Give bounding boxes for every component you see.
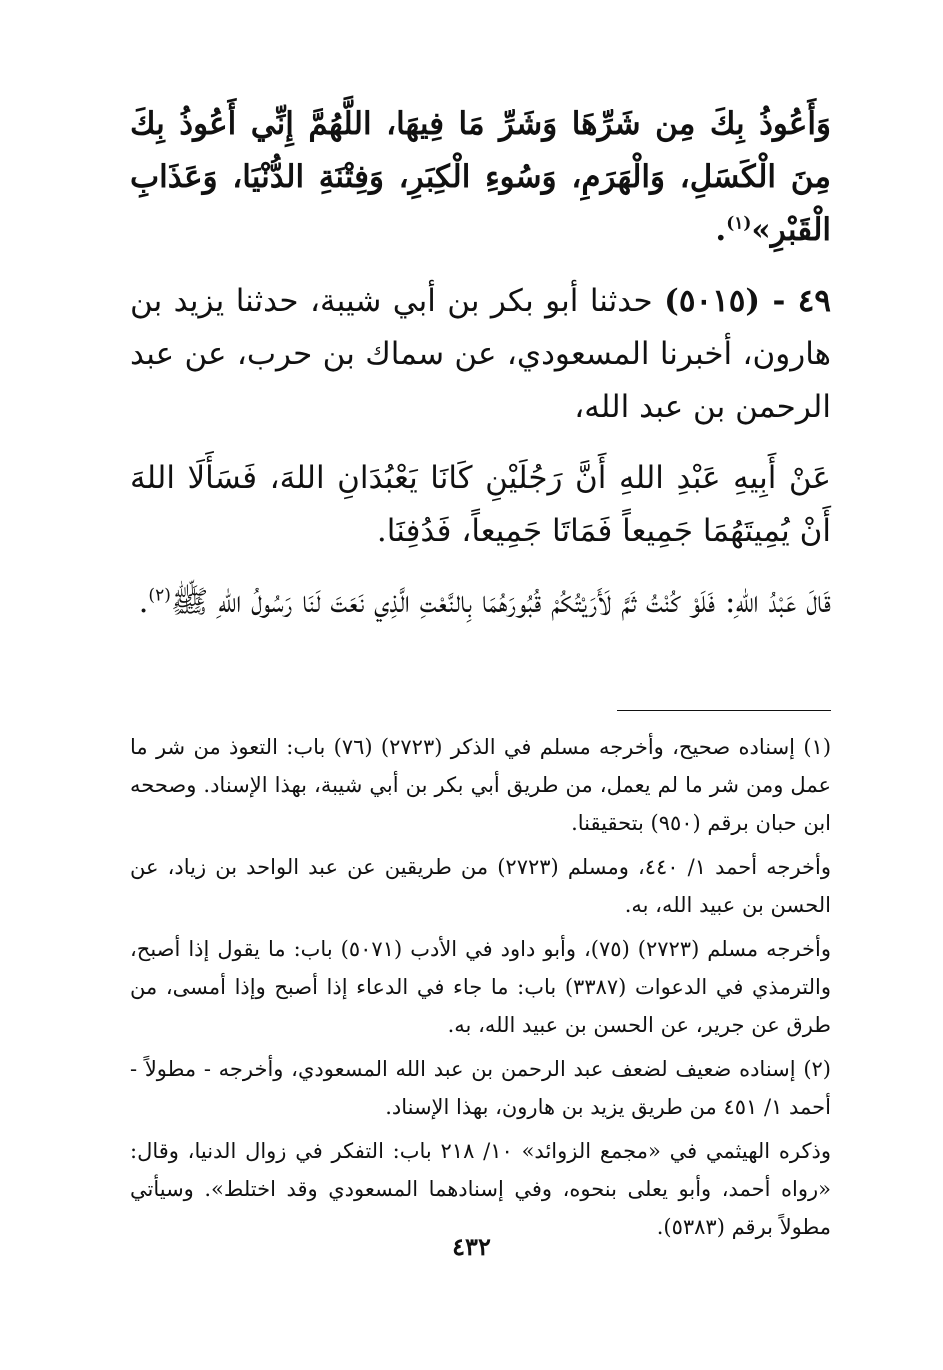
abdullah-saying-text: قَالَ عَبْدُ اللهِ: فَلَوْ كُنْتُ ثَمَّ لَأَرَيْتُكُمْ قُبُورَهُمَا بِالنَّعْتِ الَّذِي نَعَتَ لَنَا رَسُولُ اللهِ ﷺ — [170, 584, 831, 620]
hadith-ending-period: . — [715, 212, 727, 248]
footnote-separator — [617, 710, 831, 711]
matn-paragraph — [130, 452, 831, 558]
matn-text: عَنْ أَبِيهِ عَبْدِ اللهِ أَنَّ رَجُلَيْنِ كَانَا يَعْبُدَانِ اللهَ، فَسَأَلَا اللهَ أَنْ يُمِيتَهُمَا جَمِيعاً فَمَاتَا جَمِيعاً، فَدُفِنَا. — [130, 460, 831, 549]
hadith-ending-text: وَأَعُوذُ بِكَ مِن شَرِّهَا وَشَرِّ مَا فِيهَا، اللَّهُمَّ إِنِّي أَعُوذُ بِكَ مِنَ الْكَسَلِ، وَالْهَرَمِ، وَسُوءِ الْكِبَرِ، وَفِتْنَةِ الدُّنْيَا، وَعَذَابِ الْقَبْرِ» — [130, 106, 832, 248]
isnad-paragraph — [130, 275, 831, 434]
hadith-ending-paragraph — [130, 98, 831, 257]
abdullah-saying-paragraph — [130, 576, 831, 629]
main-text — [130, 98, 831, 629]
footnote-marker-2: (٢) — [148, 585, 171, 606]
isnad-text: حدثنا أبو بكر بن أبي شيبة، حدثنا يزيد بن هارون، أخبرنا المسعودي، عن سماك بن حرب، عن عبد الرحمن بن عبد الله، — [130, 283, 831, 425]
page-number: ٤٣٢ — [452, 1232, 491, 1261]
footnote-marker-1: (١) — [726, 213, 752, 234]
abdullah-saying-period: . — [138, 584, 149, 620]
footnote-1: (١) إسناده صحيح، وأخرجه مسلم في الذكر (٢٧٢٣) (٧٦) باب: التعوذ من شر ما عمل ومن شر ما لم يعمل، من طريق أبي بكر بن أبي شيبة، بهذا الإسناد. وصححه ابن حبان برقم (٩٥٠) بتحقيقنا. — [130, 735, 832, 835]
footnote-1-continued-ahmad: وأخرجه أحمد ١/ ٤٤٠، ومسلم (٢٧٢٣) من طريقين عن عبد الواحد بن زياد، عن الحسن بن عبيد الله، به. — [130, 855, 831, 917]
hadith-number: ٤٩ - (٥٠١٥) — [664, 283, 831, 319]
footnote-1-continued-muslim: وأخرجه مسلم (٢٧٢٣) (٧٥)، وأبو داود في الأدب (٥٠٧١) باب: ما يقول إذا أصبح، والترمذي في الدعوات (٣٣٨٧) باب: ما جاء في الدعاء إذا أصبح وإذا أمسى، من طرق عن جرير، عن الحسن بن عبيد الله، به. — [130, 937, 832, 1037]
footnote-2: (٢) إسناده ضعيف لضعف عبد الرحمن بن عبد الله المسعودي، وأخرجه - مطولاً - أحمد ١/ ٤٥١ من طريق يزيد بن هارون، بهذا الإسناد. — [130, 1057, 831, 1119]
footnote-2-continued-haythami: وذكره الهيثمي في «مجمع الزوائد» ١٠/ ٢١٨ باب: التفكر في زوال الدنيا، وقال: «رواه أحمد، وأبو يعلى بنحوه، وفي إسنادهما المسعودي وقد اختلط». وسيأتي مطولاً برقم (٥٣٨٣). — [130, 1139, 831, 1239]
footnotes-section — [130, 728, 831, 1252]
